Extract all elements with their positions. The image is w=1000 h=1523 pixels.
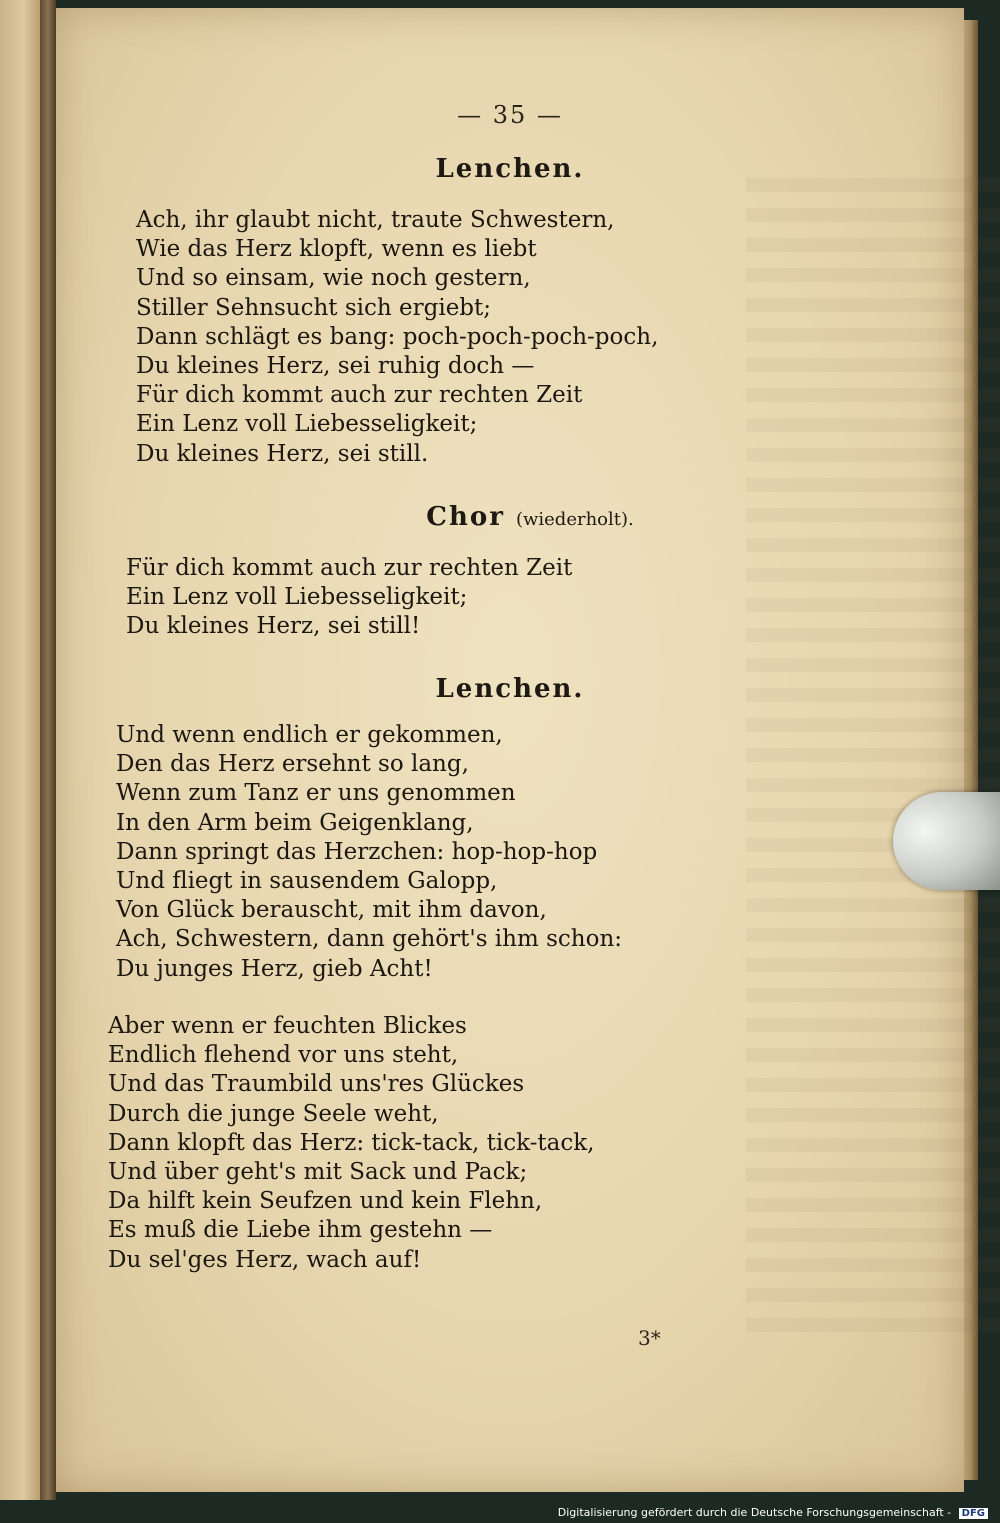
verse-line: Endlich flehend vor uns steht, [108,1042,459,1069]
speaker-name: Lenchen. [435,154,585,184]
verse-line: Aber wenn er feuchten Blickes [108,1013,467,1039]
verse-line: Wenn zum Tanz er uns genommen [116,780,516,807]
page-number: — 35 — [457,101,563,129]
verse-line: Ach, ihr glaubt nicht, traute Schwestern, [136,207,615,233]
verse-line: Den das Herz ersehnt so lang, [116,751,469,778]
speaker-name: Chor [426,502,505,532]
book-spine [40,0,56,1500]
verse-line: Dann klopft das Herz: tick-tack, tick-tack, [108,1129,595,1156]
verse-line: Ein Lenz voll Liebesseligkeit; [126,584,468,611]
verse-line: Und so einsam, wie noch gestern, [136,265,531,292]
thumb-holding-page [893,792,1000,890]
verse-line: Dann springt das Herzchen: hop-hop-hop [116,838,598,865]
footer-text: Digitalisierung gefördert durch die Deutsche Forschungsgemeinschaft - [557,1506,952,1519]
printer-signature: 3* [638,1326,661,1350]
verse-line: Du kleines Herz, sei ruhig doch — [136,352,535,379]
dfg-logo-icon: DFG [959,1508,988,1519]
verse-line: Und fliegt in sausendem Galopp, [116,867,498,894]
verse-line: Für dich kommt auch zur rechten Zeit [136,382,583,409]
verse-line: Ein Lenz voll Liebesseligkeit; [136,411,478,438]
verse-line: Es muß die Liebe ihm gestehn — [108,1217,493,1244]
speaker-heading-lenchen-1 [56,154,964,184]
verse-line: Ach, Schwestern, dann gehört's ihm schon: [116,926,622,953]
speaker-heading-lenchen-2 [56,674,964,704]
stanza-4 [108,1012,594,1275]
verse-line: Da hilft kein Seufzen und kein Flehn, [108,1188,543,1215]
verse-line: Durch die junge Seele weht, [108,1100,439,1127]
footer-credit [558,1506,988,1519]
verse-line: Du kleines Herz, sei still. [136,440,429,467]
verse-line: Für dich kommt auch zur rechten Zeit [126,555,573,581]
stanza-2 [126,554,572,642]
verse-line: Und wenn endlich er gekommen, [116,722,503,748]
verse-line: Und über geht's mit Sack und Pack; [108,1158,528,1185]
verse-line: Und das Traumbild uns'res Glückes [108,1071,525,1098]
speaker-heading-chor [56,502,964,532]
book-page [56,8,964,1492]
verse-line: In den Arm beim Geigenklang, [116,809,474,836]
verse-line: Wie das Herz klopft, wenn es liebt [136,236,537,263]
stage-direction: (wiederholt). [515,509,634,530]
verse-line: Du sel'ges Herz, wach auf! [108,1246,422,1273]
stanza-3 [116,721,622,984]
verse-line: Du junges Herz, gieb Acht! [116,955,433,982]
bleed-through-shadow [746,178,1000,1338]
verse-line: Von Glück berauscht, mit ihm davon, [116,897,547,924]
stanza-1 [136,206,658,469]
verse-line: Dann schlägt es bang: poch-poch-poch-poch, [136,323,659,350]
verse-line: Du kleines Herz, sei still! [126,613,421,640]
verse-line: Stiller Sehnsucht sich ergiebt; [136,294,492,321]
speaker-name: Lenchen. [435,674,585,704]
